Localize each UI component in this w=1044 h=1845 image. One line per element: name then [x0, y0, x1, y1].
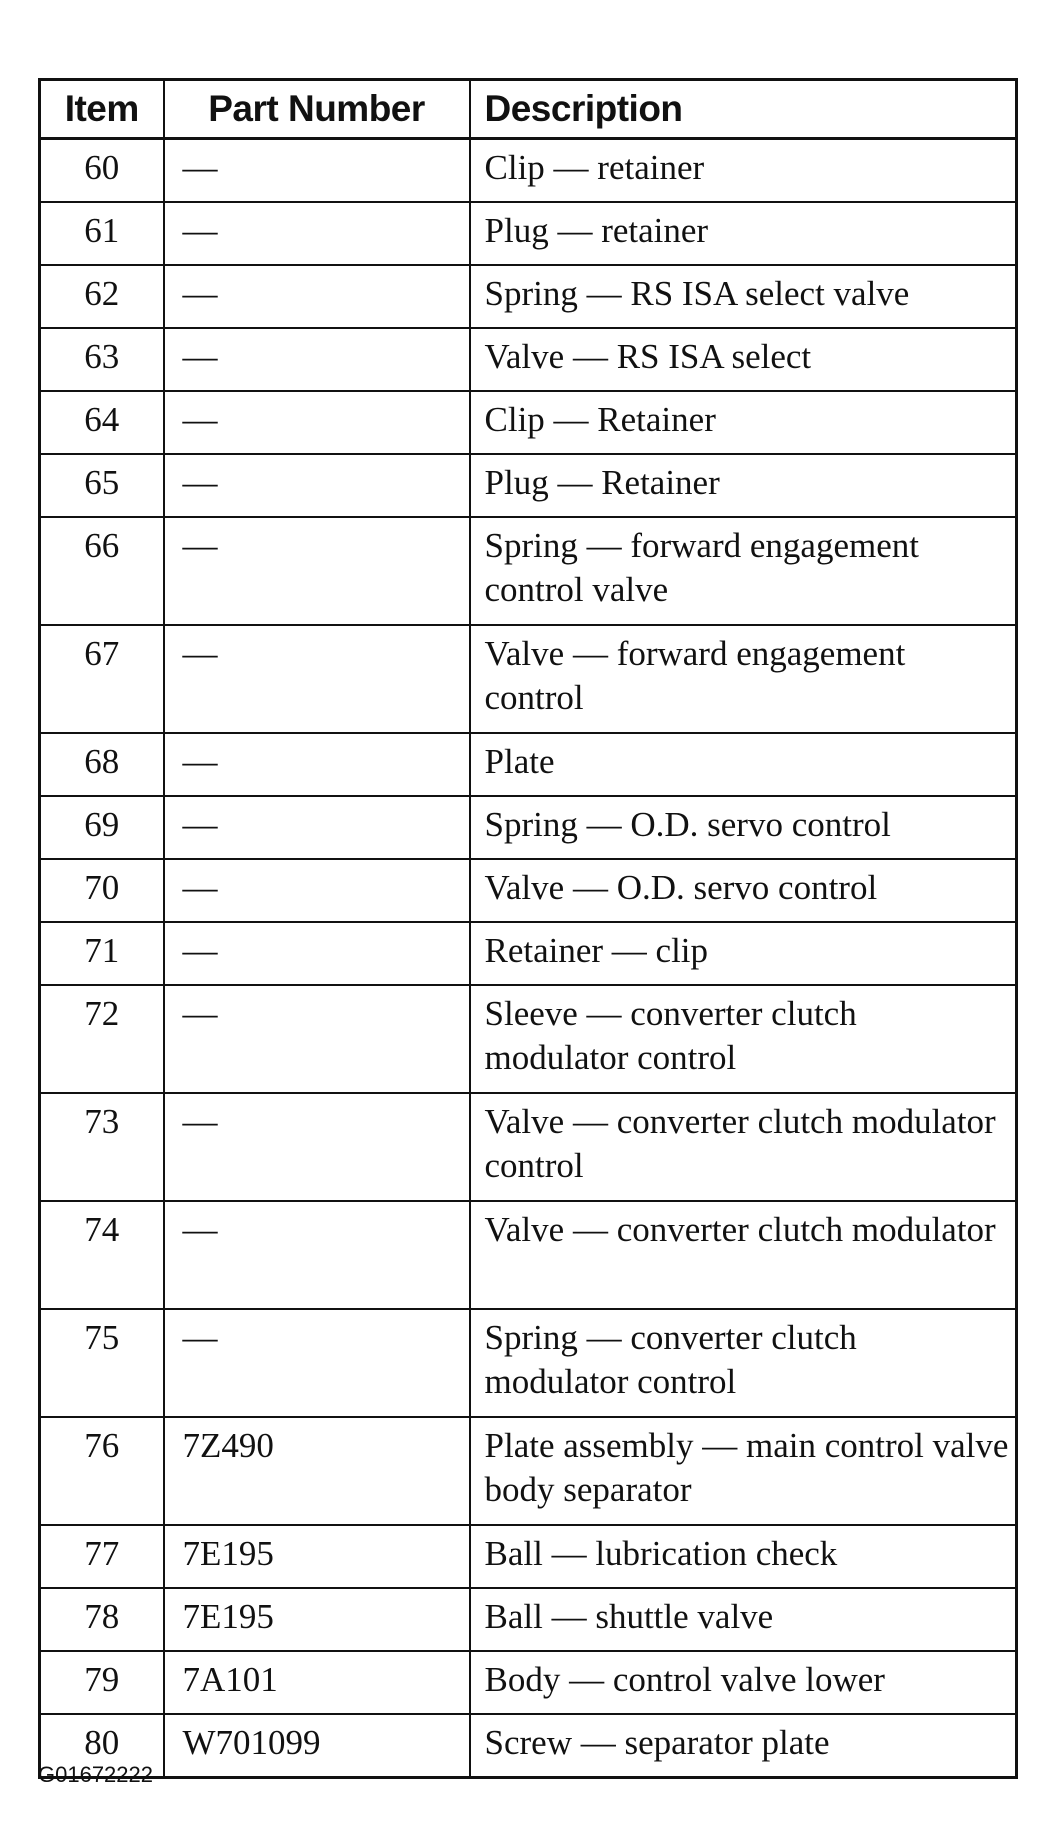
item-cell: 63 — [40, 328, 164, 391]
part-number-cell: — — [164, 1093, 470, 1201]
table-row — [40, 1525, 1017, 1588]
table-row — [40, 1309, 1017, 1417]
description-cell: Spring — forward engagement control valve — [470, 517, 1017, 625]
table-row — [40, 1588, 1017, 1651]
table-row — [40, 391, 1017, 454]
part-number-cell: — — [164, 265, 470, 328]
table-row — [40, 265, 1017, 328]
item-cell: 73 — [40, 1093, 164, 1201]
part-number-cell: — — [164, 391, 470, 454]
item-cell: 62 — [40, 265, 164, 328]
header-row — [40, 80, 1017, 139]
item-cell: 72 — [40, 985, 164, 1093]
table-row — [40, 517, 1017, 625]
item-cell: 76 — [40, 1417, 164, 1525]
description-cell: Valve — converter clutch modulator — [470, 1201, 1017, 1309]
item-cell: 80 — [40, 1714, 164, 1778]
description-cell: Clip — Retainer — [470, 391, 1017, 454]
description-cell: Spring — converter clutch modulator control — [470, 1309, 1017, 1417]
description-cell: Body — control valve lower — [470, 1651, 1017, 1714]
item-cell: 68 — [40, 733, 164, 796]
table-row — [40, 859, 1017, 922]
table-row — [40, 139, 1017, 203]
item-cell: 74 — [40, 1201, 164, 1309]
table-row — [40, 202, 1017, 265]
item-cell: 69 — [40, 796, 164, 859]
part-number-cell: 7E195 — [164, 1525, 470, 1588]
table-row — [40, 985, 1017, 1093]
item-cell: 67 — [40, 625, 164, 733]
description-cell: Screw — separator plate — [470, 1714, 1017, 1778]
part-number-cell: — — [164, 859, 470, 922]
description-cell: Plug — Retainer — [470, 454, 1017, 517]
table-row — [40, 1201, 1017, 1309]
item-cell: 79 — [40, 1651, 164, 1714]
description-cell: Plate — [470, 733, 1017, 796]
parts-table — [38, 78, 1018, 1779]
item-cell: 70 — [40, 859, 164, 922]
table-row — [40, 1714, 1017, 1778]
figure-code: G01672222 — [38, 1762, 153, 1787]
part-number-cell: — — [164, 139, 470, 203]
part-number-cell: 7A101 — [164, 1651, 470, 1714]
part-number-cell: — — [164, 922, 470, 985]
part-number-cell: — — [164, 1309, 470, 1417]
table-row — [40, 1417, 1017, 1525]
description-cell: Plug — retainer — [470, 202, 1017, 265]
description-cell: Sleeve — converter clutch modulator control — [470, 985, 1017, 1093]
table-header — [40, 80, 1017, 139]
part-number-cell: 7Z490 — [164, 1417, 470, 1525]
part-number-cell: — — [164, 202, 470, 265]
description-cell: Ball — lubrication check — [470, 1525, 1017, 1588]
part-number-cell: — — [164, 517, 470, 625]
item-column-header: Item — [40, 80, 164, 139]
description-cell: Spring — O.D. servo control — [470, 796, 1017, 859]
description-cell: Valve — O.D. servo control — [470, 859, 1017, 922]
description-cell: Valve — RS ISA select — [470, 328, 1017, 391]
table-row — [40, 1651, 1017, 1714]
part-number-cell: 7E195 — [164, 1588, 470, 1651]
part-number-cell: — — [164, 1201, 470, 1309]
part-number-cell: W701099 — [164, 1714, 470, 1778]
item-cell: 71 — [40, 922, 164, 985]
item-cell: 66 — [40, 517, 164, 625]
part-number-cell: — — [164, 625, 470, 733]
table-row — [40, 328, 1017, 391]
item-cell: 78 — [40, 1588, 164, 1651]
part-number-column-header: Part Number — [164, 80, 470, 139]
item-cell: 60 — [40, 139, 164, 203]
table-row — [40, 922, 1017, 985]
description-cell: Clip — retainer — [470, 139, 1017, 203]
item-cell: 61 — [40, 202, 164, 265]
table-body — [40, 139, 1017, 1778]
description-cell: Valve — forward engagement control — [470, 625, 1017, 733]
description-cell: Ball — shuttle valve — [470, 1588, 1017, 1651]
item-cell: 64 — [40, 391, 164, 454]
table-row — [40, 796, 1017, 859]
table-row — [40, 625, 1017, 733]
table-row — [40, 733, 1017, 796]
description-cell: Plate assembly — main control valve body separator — [470, 1417, 1017, 1525]
part-number-cell: — — [164, 796, 470, 859]
part-number-cell: — — [164, 328, 470, 391]
description-column-header: Description — [470, 80, 1017, 139]
item-cell: 77 — [40, 1525, 164, 1588]
item-cell: 65 — [40, 454, 164, 517]
description-cell: Valve — converter clutch modulator control — [470, 1093, 1017, 1201]
table-row — [40, 1093, 1017, 1201]
description-cell: Retainer — clip — [470, 922, 1017, 985]
item-cell: 75 — [40, 1309, 164, 1417]
description-cell: Spring — RS ISA select valve — [470, 265, 1017, 328]
part-number-cell: — — [164, 454, 470, 517]
table-row — [40, 454, 1017, 517]
part-number-cell: — — [164, 985, 470, 1093]
part-number-cell: — — [164, 733, 470, 796]
